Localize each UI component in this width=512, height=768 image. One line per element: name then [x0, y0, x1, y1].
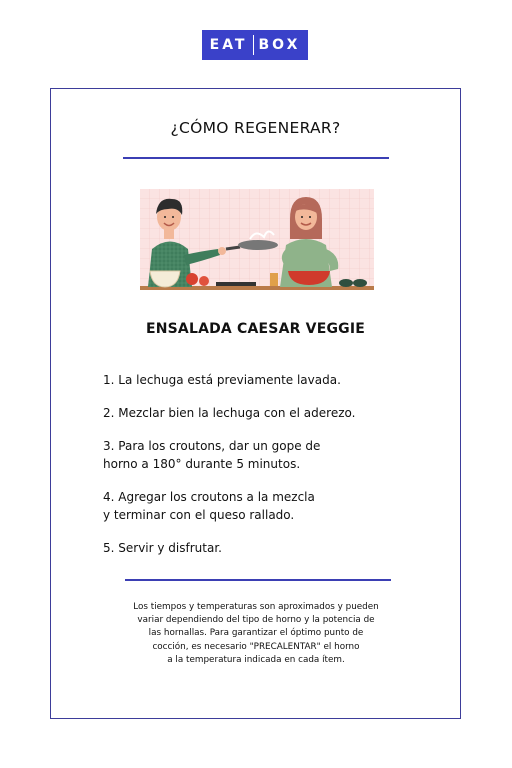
top-divider: [123, 157, 389, 159]
cooking-couple-illustration: [140, 189, 374, 295]
dish-name: ENSALADA CAESAR VEGGIE: [145, 321, 366, 337]
step-item: 1. La lechuga está previamente lavada.: [103, 373, 341, 387]
instruction-card: [50, 88, 461, 719]
eatbox-logo: [202, 30, 308, 60]
logo-divider: [253, 35, 254, 55]
disclaimer-note: Los tiempos y temperaturas son aproximados y pueden variar dependiendo del tipo de horno y la potencia de las hornallas. Para garantizar el óptimo punto de cocción, es necesario "PRECALENTAR" el horno a la temperatura indicada en cada ítem.: [133, 602, 379, 665]
step-item: 2. Mezclar bien la lechuga con el aderezo.: [103, 406, 356, 420]
bottom-divider: [125, 579, 391, 581]
step-item: 3. Para los croutons, dar un gope de horno a 180° durante 5 minutos.: [103, 439, 321, 471]
card-title: ¿CÓMO REGENERAR?: [170, 119, 341, 137]
logo-text-left: EAT: [209, 37, 248, 53]
steps-list: [103, 371, 423, 572]
logo-text-right: BOX: [258, 37, 301, 53]
step-item: 4. Agregar los croutons a la mezcla y terminar con el queso rallado.: [103, 490, 315, 522]
step-item: 5. Servir y disfrutar.: [103, 541, 222, 555]
